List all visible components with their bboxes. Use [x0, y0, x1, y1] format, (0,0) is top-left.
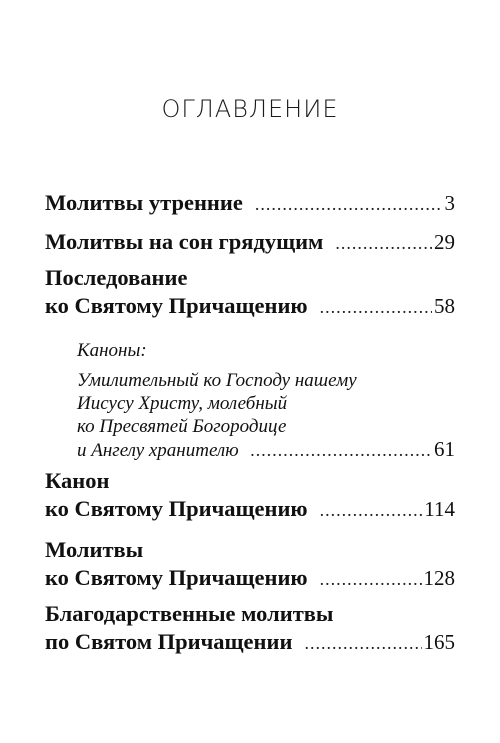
toc-line [45, 564, 455, 593]
toc-entry-title: ко Святому Причащению [45, 565, 308, 590]
toc-page-number: 128 [423, 566, 455, 590]
toc-entry-title: Канон [45, 468, 110, 493]
dot-leader [320, 293, 432, 321]
toc-entry-communion-rule[interactable] [45, 264, 455, 321]
toc-line [45, 264, 455, 292]
toc-page-number: 61 [434, 437, 455, 461]
toc-entry-title: Молитвы на сон грядущим [45, 229, 324, 254]
toc-entry-evening-prayers[interactable] [45, 228, 455, 257]
toc-subentry-canons[interactable] [77, 339, 455, 462]
toc-entry-title: ко Пресвятей Богородице [77, 416, 287, 437]
toc-line [77, 438, 455, 462]
toc-entry-title: Умилительный ко Господу нашему [77, 370, 357, 391]
toc-entry-morning-prayers[interactable] [45, 189, 455, 218]
toc-entry-communion-prayers[interactable] [45, 536, 455, 593]
toc-entry-title: Иисусу Христу, молебный [77, 393, 288, 414]
toc-entry-communion-canon[interactable] [45, 467, 455, 524]
toc-line [77, 369, 455, 392]
toc-entry-thanksgiving-prayers[interactable] [45, 600, 455, 657]
toc-entry-title: Молитвы [45, 537, 144, 562]
toc-line [45, 228, 455, 257]
toc-line [77, 339, 455, 362]
toc-line [77, 415, 455, 438]
dot-leader [335, 229, 432, 257]
dot-leader [320, 565, 422, 593]
toc-page-number: 114 [424, 497, 455, 521]
toc-line [45, 600, 455, 628]
toc-page-number: 165 [423, 630, 455, 654]
page-title: ОГЛАВЛЕНИЕ [161, 95, 339, 123]
toc-line [45, 292, 455, 321]
toc-entry-title: Каноны: [77, 340, 147, 361]
toc-entry-title: Последование [45, 265, 188, 290]
toc-line [45, 189, 455, 218]
dot-leader [255, 190, 443, 218]
dot-leader [304, 629, 421, 657]
toc-line [45, 536, 455, 564]
toc-entry-title: по Святом Причащении [45, 629, 293, 654]
toc-page-number: 3 [444, 191, 455, 215]
toc-entry-title: Благодарственные молитвы [45, 601, 334, 626]
toc-entry-title: Молитвы утренние [45, 190, 243, 215]
toc-entry-title: и Ангелу хранителю [77, 440, 239, 461]
toc-entry-title: ко Святому Причащению [45, 293, 308, 318]
toc-line [45, 467, 455, 495]
toc-line [77, 392, 455, 415]
toc-line [45, 628, 455, 657]
toc-line [45, 495, 455, 524]
toc-entry-title: ко Святому Причащению [45, 496, 308, 521]
toc-page-number: 58 [434, 294, 455, 318]
dot-leader [320, 496, 423, 524]
toc-page-number: 29 [434, 230, 455, 254]
dot-leader [251, 439, 432, 462]
